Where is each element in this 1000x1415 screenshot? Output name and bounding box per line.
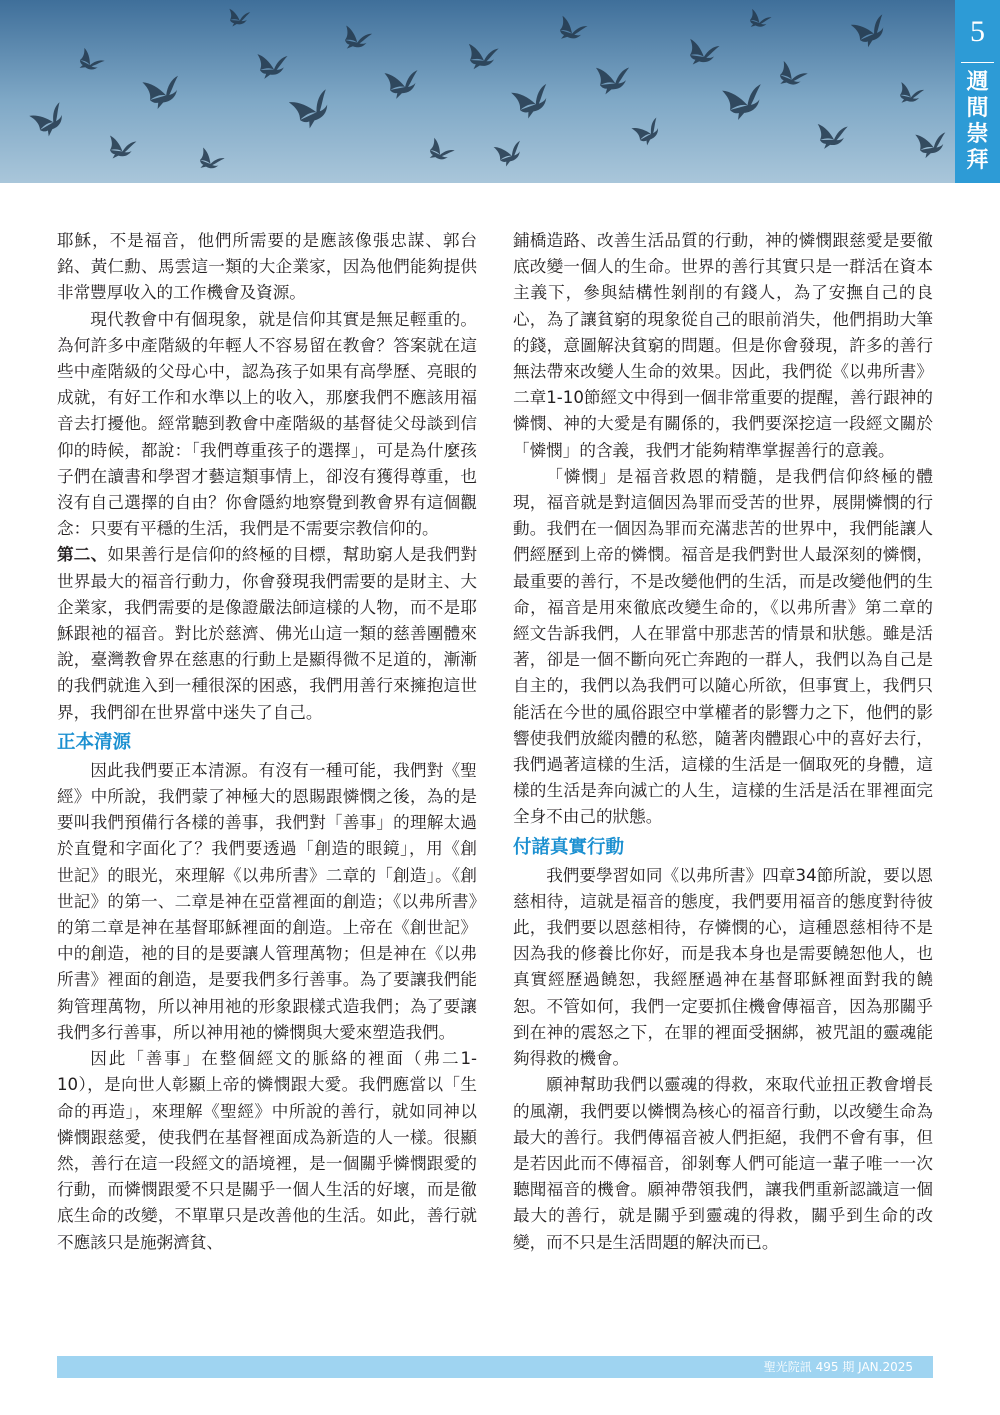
paragraph: 鋪橋造路、改善生活品質的行動，神的憐憫跟慈愛是要徹底改變一個人的生命。世界的善行其實只是一群活在資本主義下，參與結構性剝削的有錢人，為了安撫自己的良心，為了讓貧窮的現象從自己的眼前消失，他們捐助大筆的錢，意圖解決貧窮的問題。但是你會發現，許多的善行無法帶來改變人生命的效果。因此，我們從《以弗所書》二章1-10節經文中得到一個非常重要的提醒，善行跟神的憐憫、神的大愛是有關係的，我們要深挖這一段經文關於「憐憫」的含義，我們才能夠精準掌握善行的意義。 [513,231,933,460]
pigeon-silhouette [851,11,892,50]
section-title-vertical [955,70,1000,174]
pigeon-silhouette [342,26,373,54]
paragraph: 我們要學習如同《以弗所書》四章34節所說，要以恩慈相待，這就是福音的態度，我們要用福音的態度對待彼此，我們要以恩慈相待，存憐憫的心，這種恩慈相待不是因為我的修養比你好，而是我本身也是需要饒恕他人，也真實經歷過饒恕，我經歷過神在基督耶穌裡面對我的饒恕。不管如何，我們一定要抓住機會傳福音，因為那關乎到在神的震怒之下，在罪的裡面受捆綁，被咒詛的靈魂能夠得救的機會。 [513,865,933,1069]
section-char: 間 [966,96,989,121]
section-heading: 正本清源 [57,731,132,753]
pigeon-silhouette [511,80,555,121]
paragraph-text: 如果善行是信仰的終極的目標，幫助窮人是我們對世界最大的福音行動力，你會發現我們需要的是財主、大企業家，我們需要的是像證嚴法師這樣的人物，而不是耶穌跟祂的福音。對比於慈濟、佛光山這一類的慈善團體來說，臺灣教會界在慈惠的行動上是顯得微不足道的，漸漸的我們就進入到一種很深的困惑，我們用善行來擁抱這世界，我們卻在世界當中迷失了自己。 [57,545,478,722]
pigeon-silhouette [257,53,288,79]
paragraph-lead: 第二、 [57,545,108,565]
section-heading: 付諸真實行動 [513,836,625,858]
pigeon-silhouette [228,9,250,28]
paragraph: 「憐憫」是福音救恩的精髓，是我們信仰終極的體現，福音就是對這個因為罪而受苦的世界，展開憐憫的行動。我們在一個因為罪而充滿悲苦的世界中，我們能讓人們經歷到上帝的憐憫。福音是我們對世人最深刻的憐憫，最重要的善行，不是改變他們的生活，而是改變他們的生命，福音是用來徹底改變生命的，《以弗所書》第二章的經文告訴我們，人在罪當中那悲苦的情景和狀態。雖是活著，卻是一個不斷向死亡奔跑的一群人，我們以為自己是自主的，我們以為我們可以隨心所欲，但事實上，我們只能活在今世的風俗跟空中掌權者的影響力之下，他們的影響使我們放縱肉體的私慾，隨著肉體跟心中的喜好去行，我們過著這樣的生活，這樣的生活是一個取死的身體，這樣的生活是奔向滅亡的人生，這樣的生活是活在罪裡面完全身不由己的狀態。 [513,466,933,827]
paragraph: 耶穌，不是福音，他們所需要的是應該像張忠謀、郭台銘、黃仁勳、馬雲這一類的大企業家，因為他們能夠提供非常豐厚收入的工作機會及資源。 [57,231,477,303]
pigeon-silhouette [289,86,338,132]
pigeon-silhouette [425,138,455,166]
pigeon-silhouette [687,39,720,68]
tab-divider [961,62,994,63]
pigeon-silhouette [494,138,527,168]
section-side-tab [955,0,1000,183]
flying-birds-illustration [0,0,955,183]
section-char: 拜 [966,148,989,173]
section-char: 週 [966,70,989,95]
footer-bar [57,1356,933,1378]
banner-photo-pigeons [0,0,955,183]
right-column [513,228,933,1256]
paragraph: 因此「善事」在整個經文的脈絡的裡面（弗二1-10），是向世人彰顯上帝的憐憫跟大愛。我們應當以「生命的再造」，來理解《聖經》中所說的善行，就如同神以憐憫跟慈愛，使我們在基督裡面成為新造的人一樣。很顯然，善行在這一段經文的語境裡，是一個關乎憐憫跟愛的行動，而憐憫跟愛不只是關乎一個人生活的好壞，而是徹底生命的改變，不單單只是改善他的生活。如此，善行就不應該只是施粥濟貧、 [57,1049,477,1252]
issue-label: 聖光院訊 495 期 JAN.2025 [763,1360,913,1374]
pigeon-silhouette [897,82,925,107]
pigeon-silhouette [556,16,588,45]
pigeon-silhouette [596,64,632,95]
pigeon-silhouette [384,67,422,100]
pigeon-silhouette [196,147,226,174]
pigeon-silhouette [747,9,772,32]
paragraph: 願神幫助我們以靈魂的得救，來取代並扭正教會增長的風潮，我們要以憐憫為核心的福音行動，以改變生命為最大的善行。我們傳福音被人們拒絕，我們不會有事，但是若因此而不傳福音，卻剝奪人們可能這一輩子唯一一次聽聞福音的機會。願神帶領我們，讓我們重新認識這一個最大的善行，就是關乎到靈魂的得救，關乎到生命的改變，而不只是生活問題的解決而已。 [513,1075,933,1252]
left-column [57,228,477,1256]
pigeon-silhouette [915,129,949,159]
pigeon-silhouette [722,80,768,121]
pigeon-silhouette [468,44,499,71]
paragraph [57,542,477,725]
pigeon-silhouette [818,124,848,150]
pigeon-silhouette [631,115,666,148]
pigeon-silhouette [107,135,137,161]
section-char: 崇 [966,122,989,147]
pigeon-silhouette [75,48,105,77]
pigeon-silhouette [142,72,185,111]
page-number: 5 [970,15,985,48]
paragraph: 現代教會中有個現象，就是信仰其實是無足輕重的。為何許多中產階級的年輕人不容易留在教會？答案就在這些中產階級的父母心中，認為孩子如果有高學歷、亮眼的成就，有好工作和水準以上的收入，那麼我們不應該用福音去打擾他。經常聽到教會中產階級的基督徒父母談到信仰的時候，都說：「我們尊重孩子的選擇」，可是為什麼孩子們在讀書和學習才藝這類事情上，卻沒有獲得尊重，也沒有自己選擇的自由？你會隱約地察覺到教會界有這個觀念：只要有平穩的生活，我們是不需要宗教信仰的。 [57,309,477,539]
pigeon-silhouette [29,99,71,139]
pigeon-silhouette [775,61,808,92]
paragraph: 因此我們要正本清源。有沒有一種可能，我們對《聖經》中所說，我們蒙了神極大的恩賜跟憐憫之後，為的是要叫我們預備行各樣的善事，我們對「善事」的理解太過於直覺和字面化了？我們要透過「創造的眼鏡」，用《創世記》的眼光，來理解《以弗所書》二章的「創造」。《創世記》的第一、二章是神在亞當裡面的創造；《以弗所書》的第二章是神在基督耶穌裡面的創造。上帝在《創世記》中的創造，祂的目的是要讓人管理萬物；但是神在《以弗所書》裡面的創造，是要我們多行善事。為了要讓我們能夠管理萬物，所以神用祂的形象跟樣式造我們；為了要讓我們多行善事，所以神用祂的憐憫與大愛來塑造我們。 [57,760,477,1042]
